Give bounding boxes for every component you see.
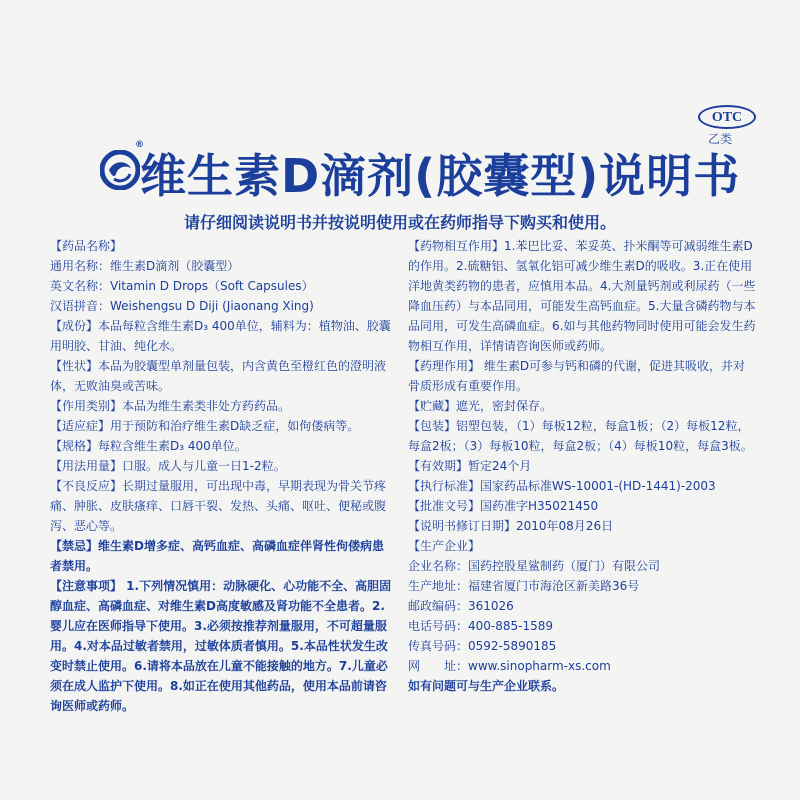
pinyin-name: 汉语拼音：Weishengsu D Diji (Jiaonang Xing) [50,299,314,313]
section-storage: 【贮藏】遮光，密封保存。 [408,399,553,413]
website: 网 址：www.sinopharm-xs.com [408,659,611,673]
section-description: 【性状】本品为胶囊型单剂量包装，内含黄色至橙红色的澄明液体，无败油臭或苦味。 [50,359,387,393]
registered-mark: ® [135,140,144,150]
postal-code: 邮政编码：361026 [408,599,514,613]
section-revision-date: 【说明书修订日期】2010年08月26日 [408,519,614,533]
section-contraindications: 【禁忌】维生素D增多症、高钙血症、高磷血症伴肾性佝偻病患者禁用。 [50,539,384,573]
company-address: 生产地址：福建省厦门市海沧区新美路36号 [408,579,640,593]
common-name: 通用名称：维生素D滴剂（胶囊型） [50,259,240,273]
section-expiry: 【有效期】暂定24个月 [408,459,532,473]
section-manufacturer-heading: 【生产企业】 [408,539,481,553]
section-standard: 【执行标准】国家药品标准WS-10001-(HD-1441)-2003 [408,479,716,493]
section-category: 【作用类别】本品为维生素类非处方药药品。 [50,399,291,413]
section-drug-interactions: 【药物相互作用】1.苯巴比妥、苯妥英、扑米酮等可减弱维生素D的作用。2.硫糖铝、氢氧化铝可减少维生素D的吸收。3.正在使用洋地黄类药物的患者，应慎用本品。4.大剂量钙剂或利尿药（一些降血压药）与本品同用，可能发生高钙血症。5.大量含磷药物与本品同用，可发生高磷血症。6.如与其他药物同时使用可能会发生药物相互作用，详情请咨询医师或药师。 [408,239,756,353]
otc-badge: OTC [698,105,756,129]
section-packaging: 【包装】铝塑包装，（1）每板12粒，每盒1板；（2）每板12粒，每盒2板；（3）每板10粒，每盒2板；（4）每板10粒，每盒3板。 [408,419,753,453]
section-dosage: 【用法用量】口服。成人与儿童一日1-2粒。 [50,459,286,473]
fax-number: 传真号码：0592-5890185 [408,639,557,653]
english-name: 英文名称：Vitamin D Drops（Soft Capsules） [50,279,314,293]
section-adverse-reactions: 【不良反应】长期过量服用，可出现中毒，早期表现为骨关节疼痛、肿胀、皮肤瘙痒、口唇干裂、发热、头痛、呕吐、便秘或腹泻、恶心等。 [50,479,387,533]
otc-class-label: 乙类 [708,132,733,146]
brand-logo-icon [100,150,140,190]
section-indications: 【适应症】用于预防和治疗维生素D缺乏症，如佝偻病等。 [50,419,360,433]
left-column [50,236,395,716]
section-drug-name-heading: 【药品名称】 [50,239,123,253]
company-name: 企业名称：国药控股星鲨制药（厦门）有限公司 [408,559,661,573]
contact-note: 如有问题可与生产企业联系。 [408,679,565,693]
section-approval-number: 【批准文号】国药准字H35021450 [408,499,599,513]
phone-number: 电话号码：400-885-1589 [408,619,554,633]
section-ingredients: 【成份】本品每粒含维生素D₃ 400单位，辅料为：植物油、胶囊用明胶、甘油、纯化水。 [50,319,391,353]
page-title: 维生素D滴剂(胶囊型)说明书 [140,149,741,203]
section-pharmacology: 【药理作用】 维生素D可参与钙和磷的代谢，促进其吸收，并对骨质形成有重要作用。 [408,359,746,393]
section-precautions: 【注意事项】 1.下列情况慎用：动脉硬化、心功能不全、高胆固醇血症、高磷血症、对维生素D高度敏感及肾功能不全患者。2.婴儿应在医师指导下使用。3.必须按推荐剂量服用，不可超量服用。4.对本品过敏者禁用，过敏体质者慎用。5.本品性状发生改变时禁止使用。6.请将本品放在儿童不能接触的地方。7.儿童必须在成人监护下使用。8.如正在使用其他药品，使用本品前请咨询医师或药师。 [50,579,392,713]
right-column [408,236,756,696]
section-specification: 【规格】每粒含维生素D₃ 400单位。 [50,439,247,453]
page-subtitle: 请仔细阅读说明书并按说明使用或在药师指导下购买和使用。 [183,213,616,232]
